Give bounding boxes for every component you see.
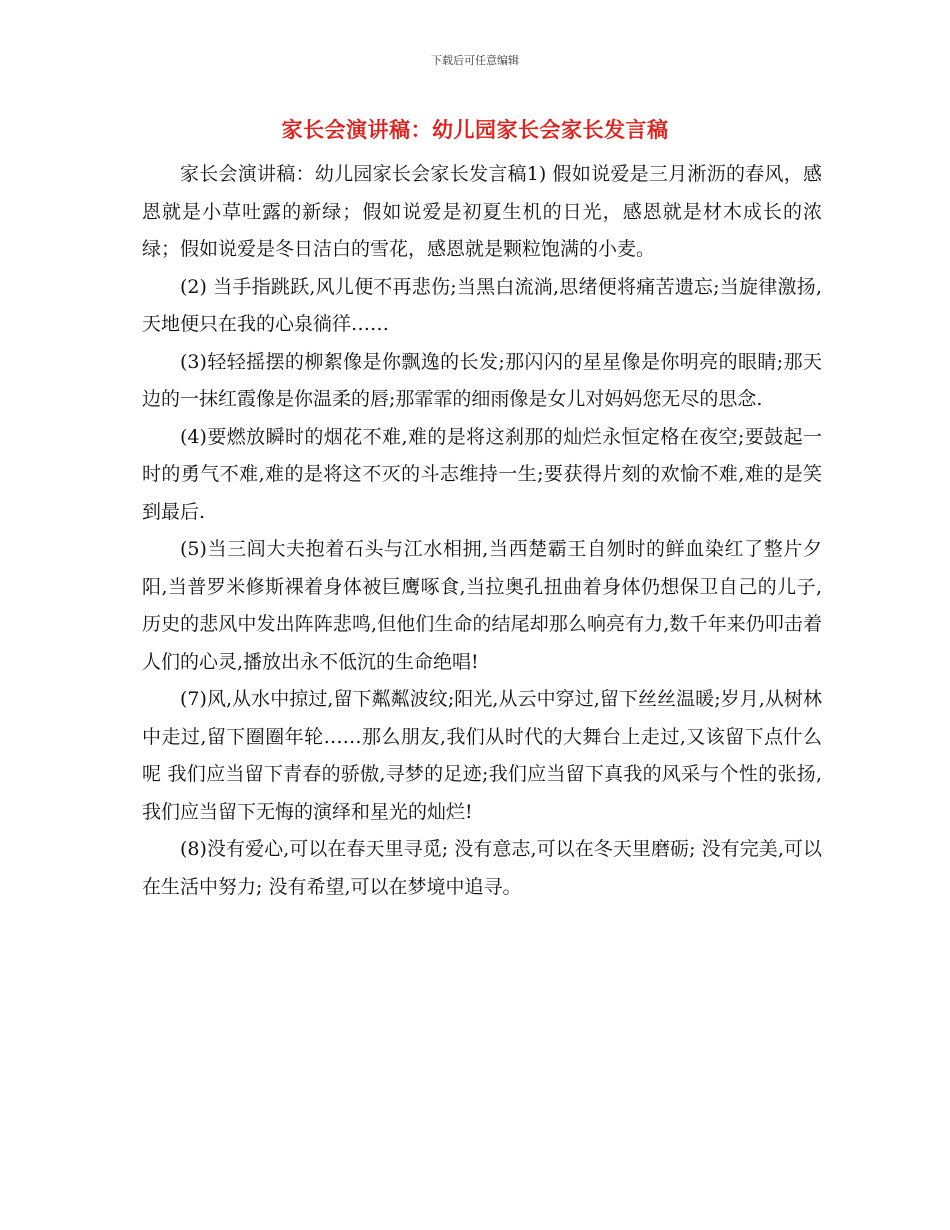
paragraph-5: (5)当三闾大夫抱着石头与江水相拥,当西楚霸王自刎时的鲜血染红了整片夕阳,当普罗米修斯裸着身体被巨鹰啄食,当拉奥孔扭曲着身体仍想保卫自己的儿子,历史的悲风中发出阵阵悲鸣,但他们生命的结尾却那么响亮有力,数千年来仍叩击着人们的心灵,播放出永不低沉的生命绝唱! — [142, 538, 822, 673]
document-title: 家长会演讲稿：幼儿园家长会家长发言稿 — [281, 118, 669, 142]
paragraph-3: (3)轻轻摇摆的柳絮像是你飘逸的长发;那闪闪的星星像是你明亮的眼睛;那天边的一抹红霞像是你温柔的唇;那霏霏的细雨像是女儿对妈妈您无尽的思念. — [142, 350, 822, 410]
header-note: 下载后可任意编辑 — [431, 54, 519, 67]
paragraph-8: (8)没有爱心,可以在春天里寻觅; 没有意志,可以在冬天里磨砺; 没有完美,可以在生活中努力; 没有希望,可以在梦境中追寻。 — [142, 838, 822, 898]
paragraph-7: (7)风,从水中掠过,留下粼粼波纹;阳光,从云中穿过,留下丝丝温暖;岁月,从树林中走过,留下圈圈年轮……那么朋友,我们从时代的大舞台上走过,又该留下点什么呢 我们应当留下青春的骄傲,寻梦的足迹;我们应当留下真我的风采与个性的张扬,我们应当留下无悔的演绎和星光的灿烂! — [142, 688, 822, 823]
paragraph-2: (2) 当手指跳跃,风儿便不再悲伤;当黑白流淌,思绪便将痛苦遗忘;当旋律激扬,天地便只在我的心泉徜徉…… — [142, 275, 822, 335]
paragraph-4: (4)要燃放瞬时的烟花不难,难的是将这刹那的灿烂永恒定格在夜空;要鼓起一时的勇气不难,难的是将这不灭的斗志维持一生;要获得片刻的欢愉不难,难的是笑到最后. — [142, 425, 822, 523]
paragraph-1: 家长会演讲稿：幼儿园家长会家长发言稿1) 假如说爱是三月淅沥的春风，感恩就是小草吐露的新绿；假如说爱是初夏生机的日光，感恩就是材木成长的浓绿；假如说爱是冬日洁白的雪花，感恩就是颗粒饱满的小麦。 — [142, 163, 822, 260]
document-body — [142, 156, 822, 906]
